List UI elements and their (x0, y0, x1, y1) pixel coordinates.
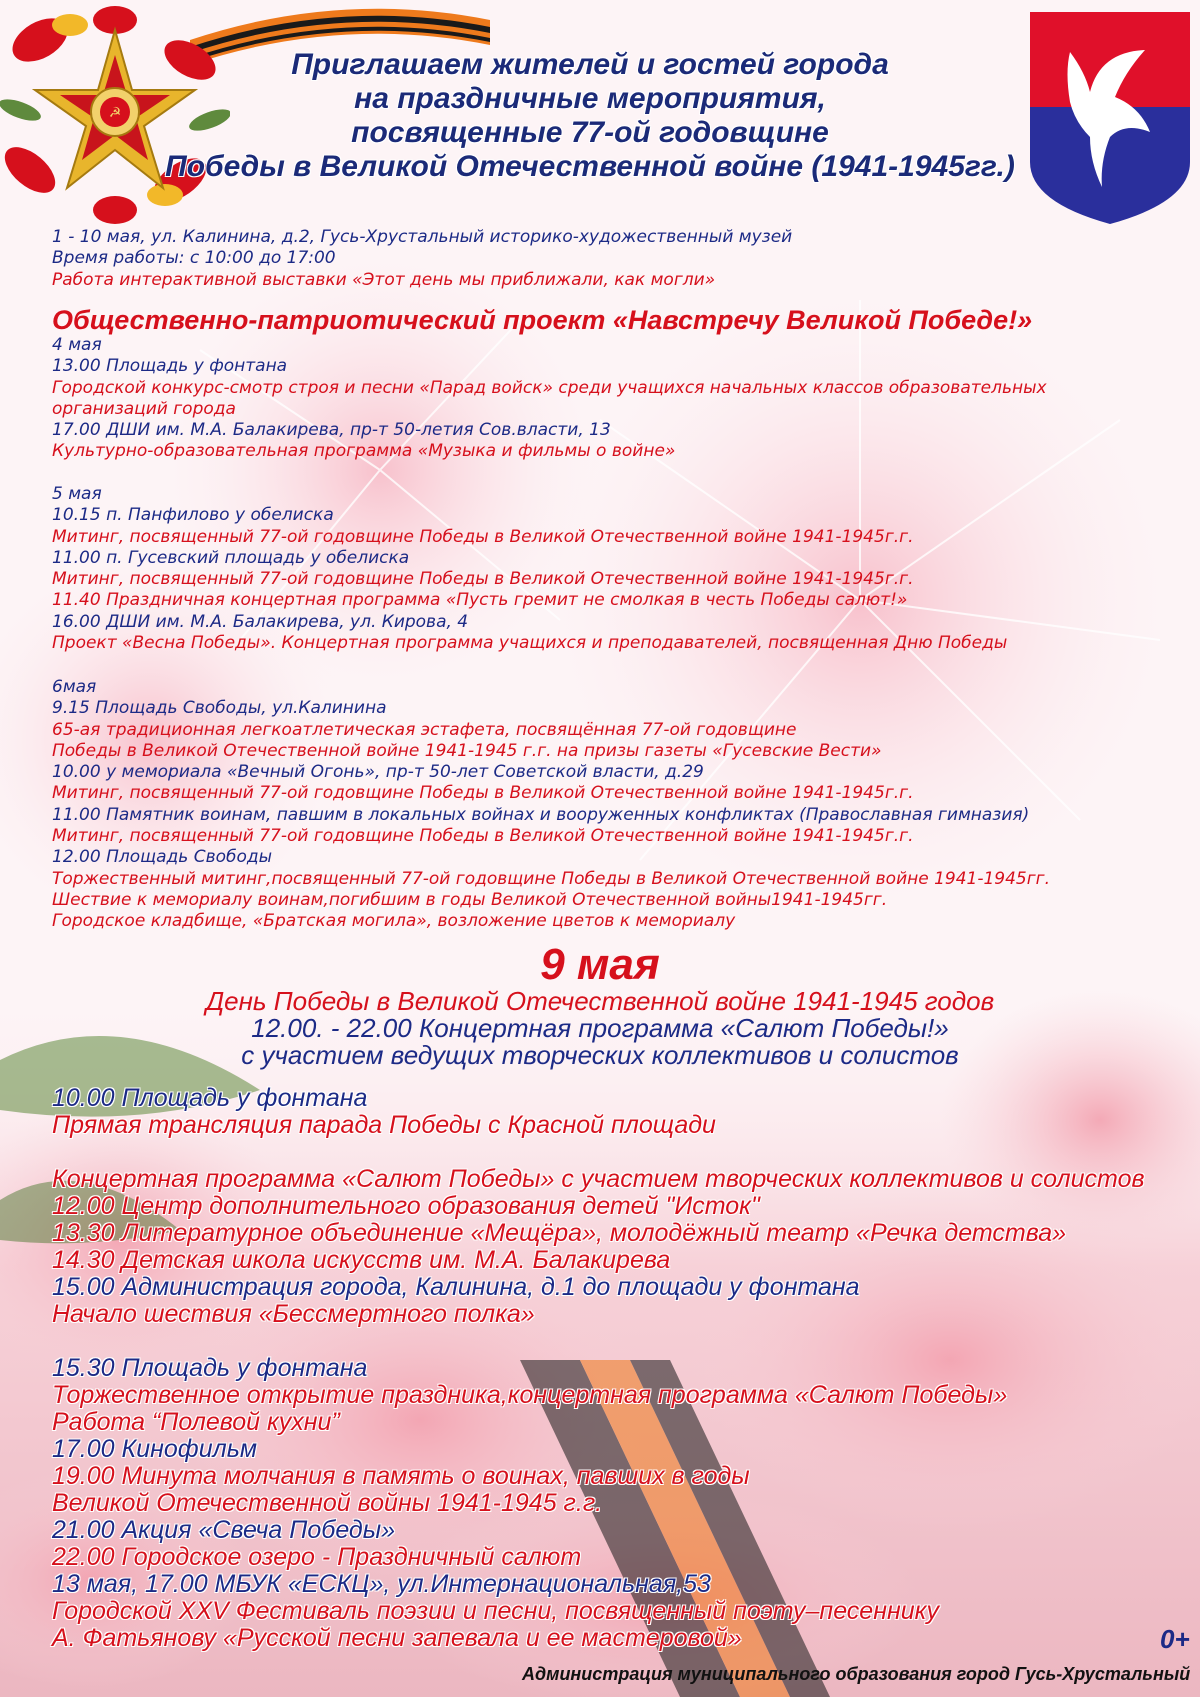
schedule-may-9-concert (52, 1166, 1145, 1328)
schedule-line: 10.00 у мемориала «Вечный Огонь», пр-т 50-лет Советской власти, д.29 (52, 762, 704, 783)
schedule-line: Победы в Великой Отечественной войне 1941-1945 г.г. на призы газеты «Гусевские Вести» (52, 740, 882, 761)
title-line: на праздничные мероприятия, (354, 82, 826, 115)
schedule-line: 13.30 Литературное объединение «Мещёра», молодёжный театр «Речка детства» (52, 1219, 1067, 1247)
schedule-line: Прямая трансляция парада Победы с Красной площади (52, 1111, 716, 1139)
museum-hours: Время работы: с 10:00 до 17:00 (52, 248, 336, 269)
schedule-may-9-morning (52, 1085, 716, 1139)
schedule-line: Торжественный митинг,посвященный 77-ой годовщине Победы в Великой Отечественной войне 1941-1945гг. (52, 868, 1051, 889)
may-9-participants: с участием ведущих творческих коллективов и солистов (241, 1040, 959, 1070)
schedule-line: Митинг, посвященный 77-ой годовщине Победы в Великой Отечественной войне 1941-1945г.г. (52, 526, 914, 547)
schedule-line: 65-ая традиционная легкоатлетическая эстафета, посвящённая 77-ой годовщине (52, 719, 797, 740)
schedule-line: 13.00 Площадь у фонтана (52, 356, 288, 377)
schedule-line: Торжественное открытие праздника,концертная программа «Салют Победы» (52, 1381, 1008, 1409)
schedule-may-5 (52, 484, 1172, 654)
schedule-may-9-evening (52, 1355, 1007, 1652)
schedule-line: Начало шествия «Бессмертного полка» (52, 1300, 535, 1328)
museum-exhibition: Работа интерактивной выставки «Этот день мы приближали, как могли» (52, 269, 716, 290)
schedule-line: Городской конкурс-смотр строя и песни «Парад войск» среди учащихся начальных классов образовательных (52, 377, 1047, 398)
schedule-line: 10.00 Площадь у фонтана (52, 1084, 368, 1112)
schedule-line: Культурно-образовательная программа «Музыка и фильмы о войне» (52, 441, 676, 462)
schedule-line: Городское кладбище, «Братская могила», возложение цветов к мемориалу (52, 911, 736, 932)
schedule-line: Концертная программа «Салют Победы» с участием творческих коллективов и солистов (52, 1165, 1145, 1193)
schedule-may-4 (52, 335, 1172, 463)
schedule-line: 10.15 п. Панфилово у обелиска (52, 505, 334, 526)
schedule-line: 17.00 ДШИ им. М.А. Балакирева, пр-т 50-летия Сов.власти, 13 (52, 420, 611, 441)
museum-block (52, 227, 1172, 291)
title-line: Приглашаем жителей и гостей города (291, 48, 889, 81)
project-title: Общественно-патриотический проект «Навстречу Великой Победе!» (52, 305, 1033, 335)
title-line: посвященные 77-ой годовщине (351, 116, 829, 149)
schedule-line: 15.30 Площадь у фонтана (52, 1354, 368, 1382)
schedule-line: 13 мая, 17.00 МБУК «ЕСКЦ», ул.Интернациональная,53 (52, 1570, 711, 1598)
schedule-line: 12.00 Площадь Свободы (52, 847, 273, 868)
schedule-line: Городской XXV Фестиваль поэзии и песни, посвященный поэту–песеннику (52, 1597, 939, 1625)
may-9-subheading (0, 988, 1200, 1069)
schedule-line: Митинг, посвященный 77-ой годовщине Победы в Великой Отечественной войне 1941-1945г.г. (52, 569, 914, 590)
schedule-line: Проект «Весна Победы». Концертная программа учащихся и преподавателей, посвященная Дню Победы (52, 633, 1008, 654)
schedule-line: 4 мая (52, 335, 102, 355)
schedule-line: Митинг, посвященный 77-ой годовщине Победы в Великой Отечественной войне 1941-1945г.г. (52, 783, 914, 804)
schedule-line: Шествие к мемориалу воинам,погибшим в годы Великой Отечественной войны1941-1945гг. (52, 889, 888, 910)
schedule-line: 14.30 Детская школа искусств им. М.А. Балакирева (52, 1246, 671, 1274)
schedule-line: 21.00 Акция «Свеча Победы» (52, 1516, 396, 1544)
schedule-line: 6мая (52, 677, 97, 697)
schedule-line: 22.00 Городское озеро - Праздничный салют (52, 1543, 582, 1571)
museum-address: 1 - 10 мая, ул. Калинина, д.2, Гусь-Хрустальный историко-художественный музей (52, 227, 793, 247)
may-9-subtitle: День Победы в Великой Отечественной войне 1941-1945 годов (205, 986, 995, 1016)
schedule-line: 19.00 Минута молчания в память о воинах, павших в годы (52, 1462, 750, 1490)
schedule-line: Митинг, посвященный 77-ой годовщине Победы в Великой Отечественной войне 1941-1945г.г. (52, 826, 914, 847)
schedule-line: 11.00 п. Гусевский площадь у обелиска (52, 547, 410, 568)
schedule-line: Работа “Полевой кухни” (52, 1408, 340, 1436)
schedule-line: 11.00 Памятник воинам, павшим в локальных войнах и вооруженных конфликтах (Православная гимназия) (52, 804, 1030, 825)
svg-text:☭: ☭ (108, 105, 122, 121)
schedule-line: 12.00 Центр дополнительного образования детей "Исток" (52, 1192, 760, 1220)
schedule-line: А. Фатьянову «Русской песни запевала и ее мастеровой» (52, 1624, 742, 1652)
schedule-may-6 (52, 677, 1172, 933)
schedule-line: организаций города (52, 398, 236, 419)
schedule-line: 11.40 Праздничная концертная программа «Пусть гремит не смолкая в честь Победы салют!» (52, 590, 908, 611)
schedule-line: 5 мая (52, 484, 102, 504)
schedule-line: 16.00 ДШИ им. М.А. Балакирева, ул. Кирова, 4 (52, 611, 469, 632)
schedule-line: 9.15 Площадь Свободы, ул.Калинина (52, 698, 387, 719)
may-9-concert: 12.00. - 22.00 Концертная программа «Салют Победы!» (251, 1013, 949, 1043)
schedule-line: 15.00 Администрация города, Калинина, д.1 до площади у фонтана (52, 1273, 860, 1301)
may-9-heading: 9 мая (540, 940, 660, 989)
schedule-line: 17.00 Кинофильм (52, 1435, 257, 1463)
title-line: Победы в Великой Отечественной войне (1941-1945гг.) (165, 150, 1015, 183)
page-title (140, 48, 1040, 184)
footer-organizer: Администрация муниципального образования город Гусь-Хрустальный (522, 1664, 1191, 1684)
schedule-line: Великой Отечественной войны 1941-1945 г.г. (52, 1489, 603, 1517)
age-rating-badge: 0+ (1160, 1624, 1190, 1654)
city-coat-of-arms-icon (1030, 12, 1190, 224)
